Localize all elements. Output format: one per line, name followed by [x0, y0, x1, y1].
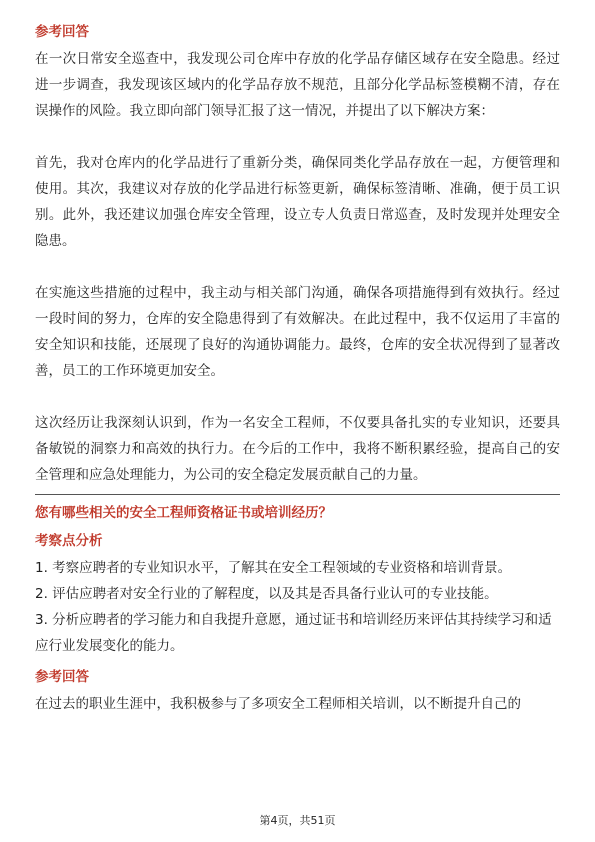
reference-answer-heading-2: 参考回答 — [35, 669, 89, 685]
analysis-item-3: 3. 分析应聘者的学习能力和自我提升意愿，通过证书和培训经历来评估其持续学习和适应行业发展变化的能力。 — [35, 612, 552, 654]
interview-question: 您有哪些相关的安全工程师资格证书或培训经历？ — [35, 505, 332, 521]
answer-paragraph-3: 在实施这些措施的过程中，我主动与相关部门沟通，确保各项措施得到有效执行。经过一段时间的努力，仓库的安全隐患得到了有效解决。在此过程中，我不仅运用了丰富的安全知识和技能，还展现了良好的沟通协调能力。最终，仓库的安全状况得到了显著改善，员工的工作环境更加安全。 — [35, 285, 560, 379]
document-page — [35, 22, 560, 717]
reference-answer-heading: 参考回答 — [35, 24, 89, 40]
answer-paragraph-4: 这次经历让我深刻认识到，作为一名安全工程师，不仅要具备扎实的专业知识，还要具备敏锐的洞察力和高效的执行力。在今后的工作中，我将不断积累经验，提高自己的安全管理和应急处理能力，为公司的安全稳定发展贡献自己的力量。 — [35, 415, 560, 483]
page-number-footer: 第4页，共51页 — [259, 814, 336, 827]
paragraph-spacer — [35, 384, 560, 410]
answer-paragraph-2: 首先，我对仓库内的化学品进行了重新分类，确保同类化学品存放在一起，方便管理和使用。其次，我建议对存放的化学品进行标签更新，确保标签清晰、准确，便于员工识别。此外，我还建议加强仓库安全管理，设立专人负责日常巡查，及时发现并处理安全隐患。 — [35, 155, 560, 249]
answer-paragraph-1: 在一次日常安全巡查中，我发现公司仓库中存放的化学品存储区域存在安全隐患。经过进一步调查，我发现该区域内的化学品存放不规范，且部分化学品标签模糊不清，存在误操作的风险。我立即向部门领导汇报了这一情况，并提出了以下解决方案： — [35, 51, 560, 119]
analysis-heading: 考察点分析 — [35, 533, 103, 549]
paragraph-spacer — [35, 124, 560, 150]
analysis-item-1: 1. 考察应聘者的专业知识水平，了解其在安全工程领域的专业资格和培训背景。 — [35, 560, 512, 576]
answer-paragraph-continued: 在过去的职业生涯中，我积极参与了多项安全工程师相关培训，以不断提升自己的 — [35, 696, 521, 712]
analysis-item-2: 2. 评估应聘者对安全行业的了解程度，以及其是否具备行业认可的专业技能。 — [35, 586, 498, 602]
paragraph-spacer — [35, 254, 560, 280]
section-divider — [35, 494, 560, 495]
